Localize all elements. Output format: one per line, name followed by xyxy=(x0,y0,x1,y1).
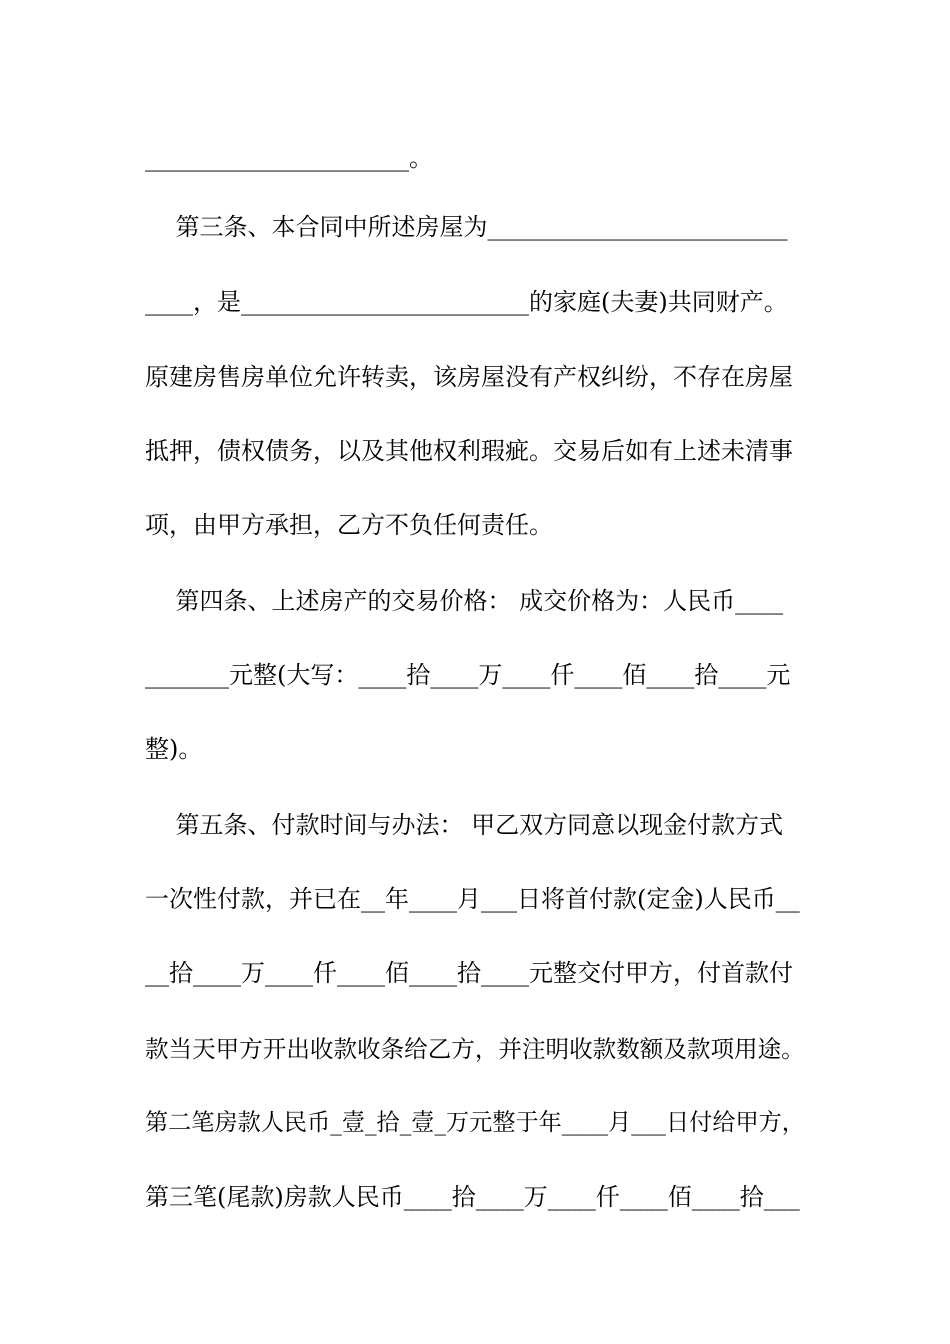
text-line: 款当天甲方开出收款收条给乙方，并注明收款数额及款项用途。 xyxy=(145,1035,805,1063)
text-line: 第三笔(尾款)房款人民币____拾____万____仟____佰____拾___ xyxy=(145,1183,800,1211)
article-3-heading-line: 第三条、本合同中所述房屋为_________________________ xyxy=(145,213,788,241)
text-line: ____，是________________________的家庭(夫妻)共同财产。 xyxy=(145,288,788,316)
article-4-heading-line: 第四条、上述房产的交易价格： 成交价格为：人民币____ xyxy=(145,587,784,615)
text-line: 项，由甲方承担，乙方不负任何责任。 xyxy=(145,511,553,539)
text-line: 第二笔房款人民币_壹_拾_壹_万元整于年____月___日付给甲方， xyxy=(145,1110,805,1136)
text-line: 一次性付款，并已在__年____月___日将首付款(定金)人民币__ xyxy=(145,885,800,913)
text-line: __拾____万____仟____佰____拾____元整交付甲方，付首款付 xyxy=(145,959,793,987)
text-line: 整)。 xyxy=(145,735,203,763)
text-line: ______________________。 xyxy=(145,144,433,172)
text-line: 抵押，债权债务，以及其他权利瑕疵。交易后如有上述未清事 xyxy=(145,437,793,465)
article-5-heading-line: 第五条、付款时间与办法： 甲乙双方同意以现金付款方式 xyxy=(145,811,784,839)
text-line: _______元整(大写：____拾____万____仟____佰____拾____元 xyxy=(145,661,791,689)
text-line: 原建房售房单位允许转卖，该房屋没有产权纠纷，不存在房屋 xyxy=(145,363,793,391)
